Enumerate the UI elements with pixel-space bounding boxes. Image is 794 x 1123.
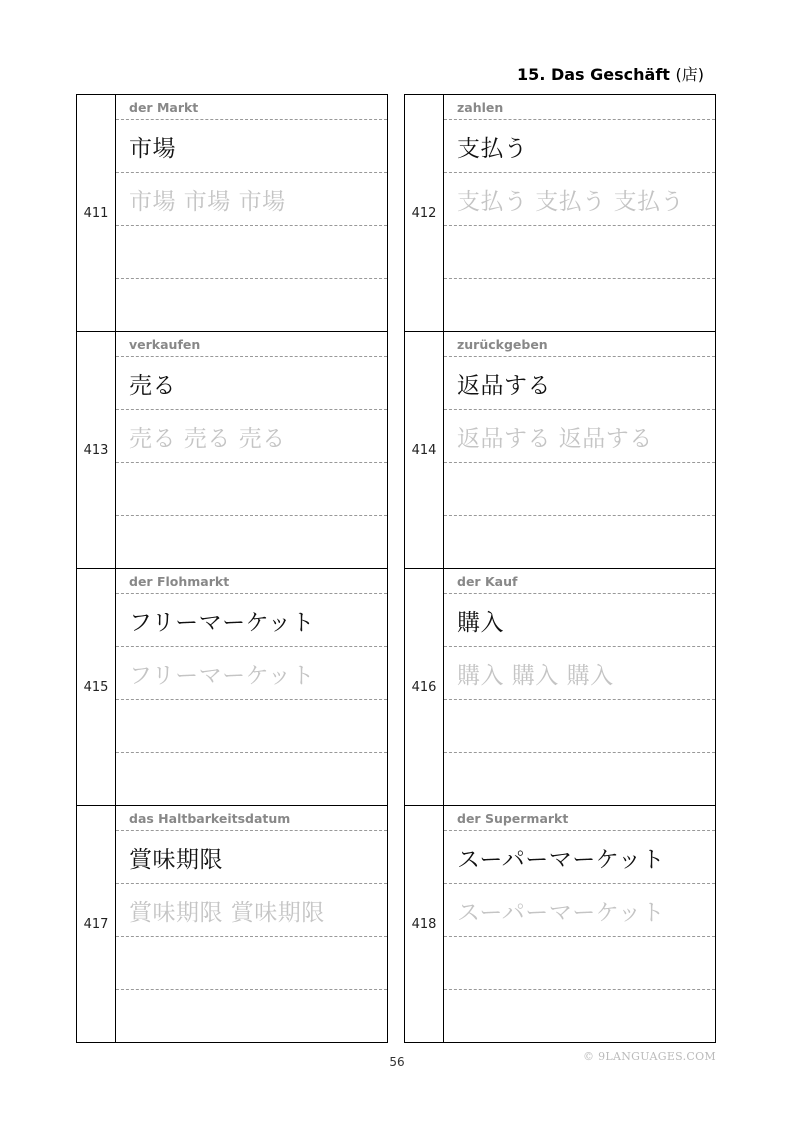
card-number: 417 [77, 806, 116, 1042]
japanese-word: 返品する [457, 372, 551, 399]
japanese-word: 市場 [129, 135, 176, 162]
practice-line [116, 516, 387, 569]
card-number: 411 [77, 95, 116, 331]
copyright-notice: © 9LANGUAGES.COM [583, 1050, 716, 1063]
practice-line [444, 279, 715, 332]
japanese-word: 支払う [457, 135, 528, 162]
vocab-card [76, 94, 388, 331]
trace-text: スーパーマーケット [457, 899, 666, 926]
practice-line [444, 226, 715, 279]
practice-line [444, 700, 715, 753]
practice-line [444, 937, 715, 990]
vocab-card [76, 331, 388, 568]
german-word: der Supermarkt [444, 806, 715, 831]
german-word: der Kauf [444, 569, 715, 594]
german-word: der Markt [116, 95, 387, 120]
vocab-card [404, 94, 716, 331]
chapter-kanji: (店) [675, 65, 704, 84]
trace-text: 支払う 支払う 支払う [457, 188, 685, 215]
card-number: 413 [77, 332, 116, 568]
practice-line [116, 990, 387, 1043]
german-word: das Haltbarkeitsdatum [116, 806, 387, 831]
german-word: zurückgeben [444, 332, 715, 357]
practice-line [444, 753, 715, 806]
chapter-title: 15. Das Geschäft [517, 65, 670, 84]
right-column [404, 94, 716, 1043]
practice-line [116, 463, 387, 516]
trace-text: フリーマーケット [129, 662, 315, 689]
card-number: 412 [405, 95, 444, 331]
practice-line [116, 226, 387, 279]
practice-line [444, 990, 715, 1043]
page-number: 56 [389, 1055, 405, 1069]
practice-line [116, 753, 387, 806]
trace-text: 返品する 返品する [457, 425, 653, 452]
vocab-card [404, 805, 716, 1043]
trace-text: 賞味期限 賞味期限 [129, 899, 325, 926]
page-title [517, 62, 704, 85]
practice-line [116, 700, 387, 753]
left-column [76, 94, 388, 1043]
japanese-word: 購入 [457, 609, 504, 636]
trace-text: 購入 購入 購入 [457, 662, 614, 689]
japanese-word: 売る [129, 372, 176, 399]
practice-line [444, 463, 715, 516]
vocab-card [404, 568, 716, 805]
card-number: 414 [405, 332, 444, 568]
japanese-word: フリーマーケット [129, 609, 315, 636]
trace-text: 売る 売る 売る [129, 425, 286, 452]
german-word: verkaufen [116, 332, 387, 357]
practice-line [116, 279, 387, 332]
japanese-word: スーパーマーケット [457, 846, 666, 873]
card-number: 416 [405, 569, 444, 805]
japanese-word: 賞味期限 [129, 846, 223, 873]
vocab-card [76, 568, 388, 805]
practice-line [116, 937, 387, 990]
practice-line [444, 516, 715, 569]
card-number: 415 [77, 569, 116, 805]
german-word: zahlen [444, 95, 715, 120]
vocab-card [76, 805, 388, 1043]
vocab-card [404, 331, 716, 568]
german-word: der Flohmarkt [116, 569, 387, 594]
card-number: 418 [405, 806, 444, 1042]
trace-text: 市場 市場 市場 [129, 188, 286, 215]
